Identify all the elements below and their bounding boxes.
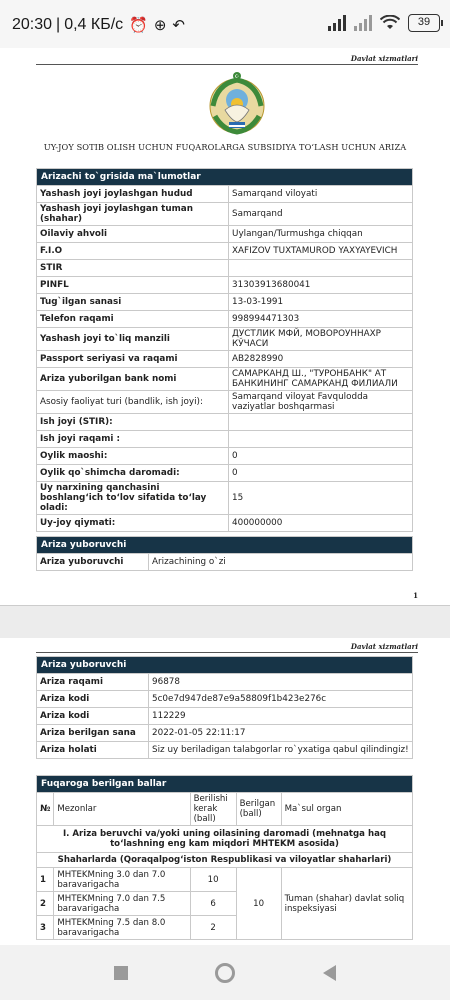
col-given: Berilgan (ball) [236,793,281,826]
application-table [36,656,413,759]
sender-table [36,536,413,571]
svg-text:☪: ☪ [234,74,240,80]
row-value [229,431,413,448]
col-criteria: Mezonlar [54,793,190,826]
row-label: Oylik qo`shimcha daromadi: [37,465,229,482]
section-title-row [37,826,413,853]
col-org: Ma`sul organ [281,793,412,826]
points-header: Fuqaroga berilgan ballar [37,776,413,793]
row-points: 10 [190,868,236,892]
table-row [37,414,413,431]
table-row [37,708,413,725]
table-row [37,448,413,465]
row-label: Oilaviy ahvoli [37,226,229,243]
status-left [12,16,185,34]
row-label: Ariza kodi [37,708,149,725]
table-row [37,351,413,368]
header-note-2: Davlat xizmatlari [350,642,418,651]
row-label: Uy-joy qiymati: [37,515,229,532]
battery-icon: 39 [408,14,440,32]
row-value: 0 [229,448,413,465]
row-value: ДУСТЛИК МФЙ, МОВОРОУННАХР КЎЧАСИ [229,328,413,351]
table-row [37,186,413,203]
row-label: Passport seriyasi va raqami [37,351,229,368]
row-label: F.I.O [37,243,229,260]
points-column-headers [37,793,413,826]
table-row [37,725,413,742]
row-label: Uy narxining qanchasini boshlang‘ich to‘lov sifatida to‘lay oladi: [37,482,229,515]
table-row [37,328,413,351]
row-value: 15 [229,482,413,515]
status-separator: | [56,16,61,33]
status-time: 20:30 [12,16,53,33]
header-rule [36,64,418,65]
row-criteria: MHTEKMning 7.5 dan 8.0 baravarigacha [54,916,190,940]
table-row [37,277,413,294]
table-row [37,868,413,892]
table-row [37,260,413,277]
row-points: 2 [190,916,236,940]
row-label: Ariza yuboruvchi [37,554,149,571]
row-value [229,260,413,277]
table-row [37,294,413,311]
row-value: 31303913680041 [229,277,413,294]
row-label: Ish joyi raqami : [37,431,229,448]
row-value: XAFIZOV TUXTAMUROD YAXYAYEVICH [229,243,413,260]
page-gap [0,606,450,638]
table-row [37,431,413,448]
subsection-title-row [37,853,413,868]
row-criteria: MHTEKMning 7.0 dan 7.5 baravarigacha [54,892,190,916]
row-label: Oylik maoshi: [37,448,229,465]
row-label: Tug`ilgan sanasi [37,294,229,311]
row-points: 6 [190,892,236,916]
col-num: № [37,793,54,826]
row-value: Uylangan/Turmushga chiqqan [229,226,413,243]
row-value: 400000000 [229,515,413,532]
row-label: Ariza holati [37,742,149,759]
subsection-title: Shaharlarda (Qoraqalpog‘iston Respublikasi va viloyatlar shaharlari) [37,853,413,868]
application-header: Ariza yuboruvchi [37,657,413,674]
row-num: 3 [37,916,54,940]
row-value [229,414,413,431]
row-num: 2 [37,892,54,916]
row-label: Ariza raqami [37,674,149,691]
add-circle-icon: ⊕ [153,17,167,34]
row-value: 0 [229,465,413,482]
row-num: 1 [37,868,54,892]
row-value: AB2828990 [229,351,413,368]
page-number: 1 [413,591,418,600]
row-label: Telefon raqami [37,311,229,328]
row-label: Ish joyi (STIR): [37,414,229,431]
row-value: САМАРКАНД Ш., "ТУРОНБАНК" АТ БАНКИНИНГ САМАРКАНД ФИЛИАЛИ [229,368,413,391]
row-label: STIR [37,260,229,277]
points-table [36,775,413,940]
signal-icon [328,15,346,31]
given-points: 10 [236,868,281,940]
document-page-2 [0,638,450,945]
document-page-1 [0,48,450,606]
header-note: Davlat xizmatlari [350,54,418,63]
status-bar [0,0,450,48]
state-emblem-icon [203,70,271,138]
row-label: Yashash joyi to`liq manzili [37,328,229,351]
home-button[interactable] [215,963,235,983]
table-row [37,368,413,391]
table-row [37,742,413,759]
table-row [37,554,413,571]
back-button[interactable] [323,965,336,981]
row-label: Yashash joyi joylashgan hudud [37,186,229,203]
row-value: 2022-01-05 22:11:17 [149,725,413,742]
row-label: Ariza kodi [37,691,149,708]
row-value: 998994471303 [229,311,413,328]
sender-header: Ariza yuboruvchi [37,537,413,554]
row-criteria: MHTEKMning 3.0 dan 7.0 baravarigacha [54,868,190,892]
row-value: 13-03-1991 [229,294,413,311]
col-must: Berilishi kerak (ball) [190,793,236,826]
table-row [37,674,413,691]
wifi-icon [380,15,400,31]
document-title: UY-JOY SOTIB OLISH UCHUN FUQAROLARGA SUBSIDIYA TO‘LASH UCHUN ARIZA [43,142,407,152]
row-value: Siz uy beriladigan talabgorlar ro`yxatiga qabul qilindingiz! [149,742,413,759]
status-speed: 0,4 КБ/с [64,16,124,33]
row-label: Asosiy faoliyat turi (bandlik, ish joyi): [37,391,229,414]
row-value: Arizachining o`zi [149,554,413,571]
table-row [37,203,413,226]
row-label: Ariza yuborilgan bank nomi [37,368,229,391]
table-row [37,391,413,414]
navigation-bar [0,945,450,1000]
section-title: I. Ariza beruvchi va/yoki uning oilasining daromadi (mehnatga haq to‘lashning eng kam miqdori MHTEKM asosida) [37,826,413,853]
applicant-header: Arizachi to`grisida ma`lumotlar [37,169,413,186]
signal-2-icon [354,15,372,31]
status-right [328,14,440,32]
table-row [37,311,413,328]
recent-apps-button[interactable] [114,966,128,980]
responsible-org: Tuman (shahar) davlat soliq inspeksiyasi [281,868,412,940]
table-row [37,515,413,532]
alarm-icon: ⏰ [129,17,148,34]
row-label: PINFL [37,277,229,294]
row-value: 112229 [149,708,413,725]
table-row [37,691,413,708]
table-row [37,465,413,482]
row-value: Samarqand [229,203,413,226]
row-value: Samarqand viloyat Favqulodda vaziyatlar boshqarmasi [229,391,413,414]
row-value: 96878 [149,674,413,691]
row-value: Samarqand viloyati [229,186,413,203]
header-rule-2 [36,652,418,653]
table-row [37,243,413,260]
table-row [37,482,413,515]
row-label: Yashash joyi joylashgan tuman (shahar) [37,203,229,226]
call-icon: ↶ [172,17,185,34]
applicant-table [36,168,413,532]
row-label: Ariza berilgan sana [37,725,149,742]
table-row [37,226,413,243]
row-value: 5c0e7d947de87e9a58809f1b423e276c [149,691,413,708]
